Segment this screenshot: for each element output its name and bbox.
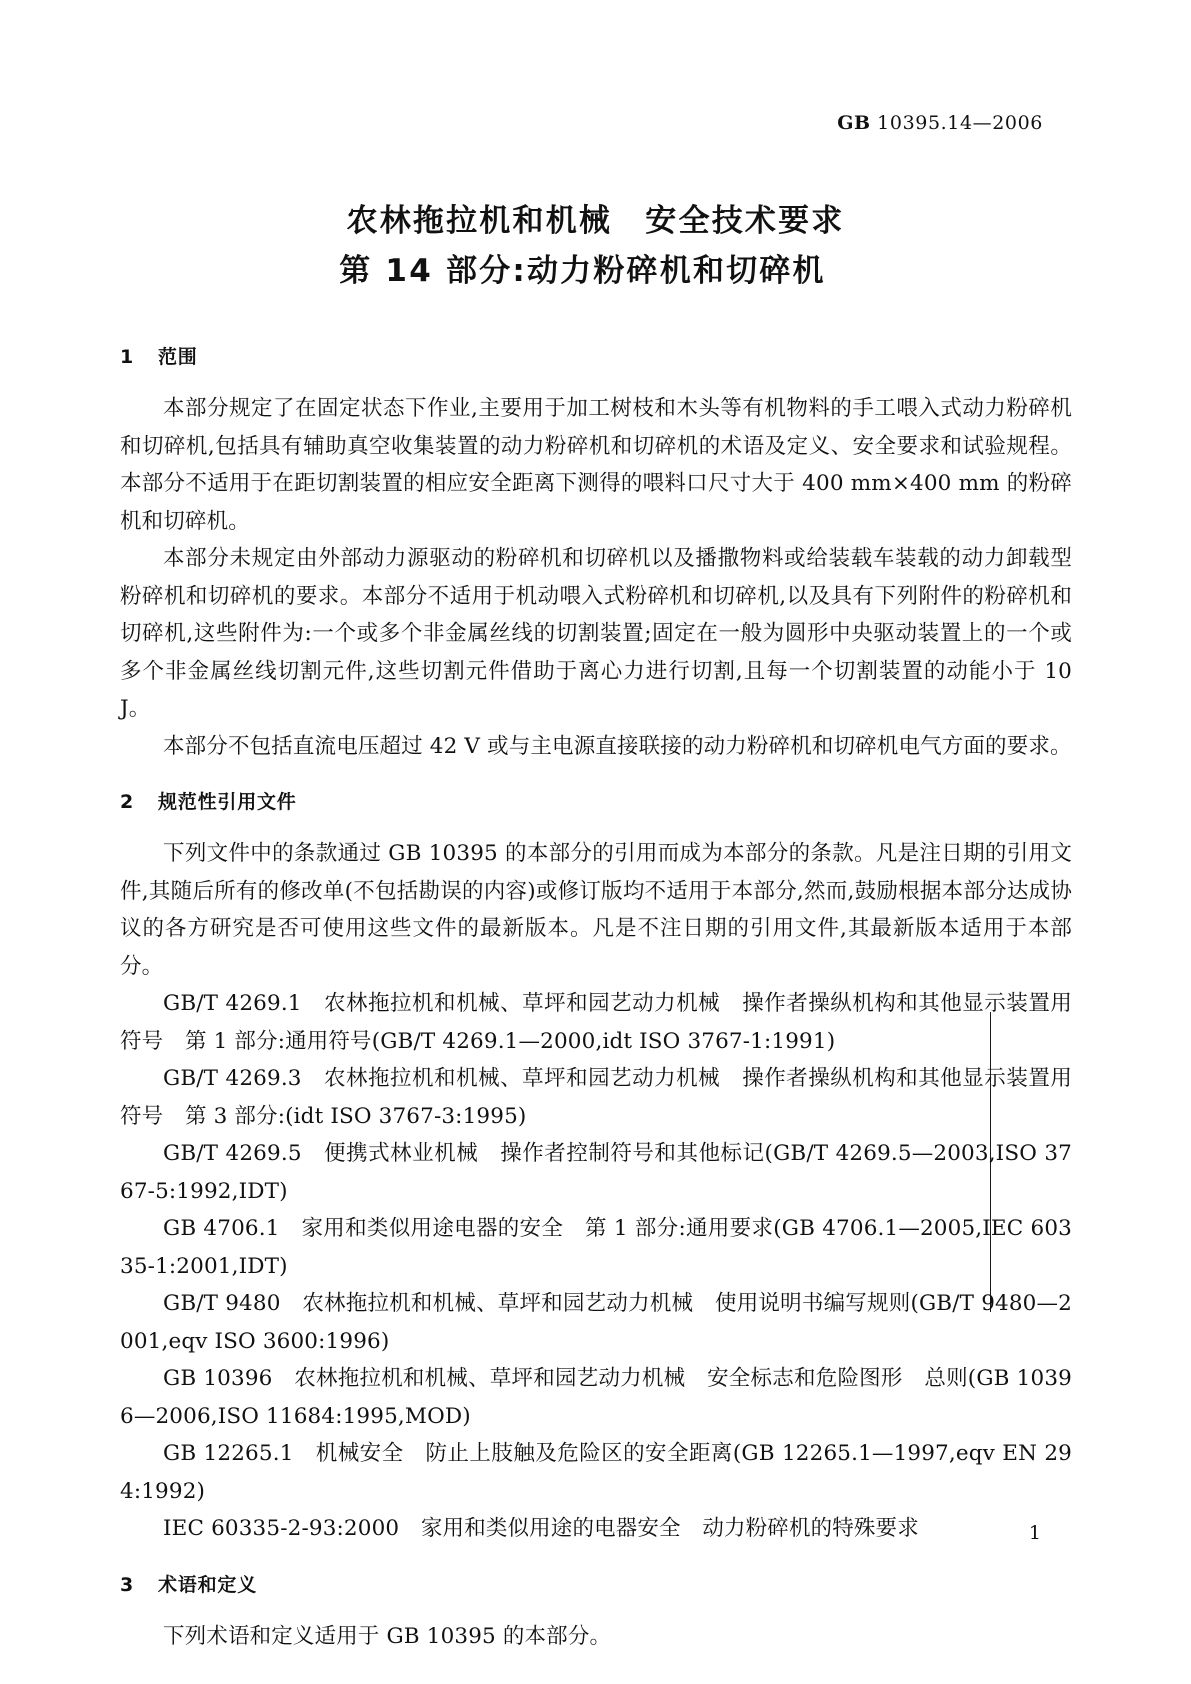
standard-number: 10395.14—2006 [870, 112, 1043, 134]
reference-item: IEC 60335-2-93:2000 家用和类似用途的电器安全 动力粉碎机的特殊要求 [163, 1516, 919, 1541]
clause-number-2: 2 [120, 791, 135, 813]
clause-number-1: 1 [120, 346, 135, 368]
spacer [120, 765, 1072, 785]
clause-number-3: 3 [120, 1573, 135, 1596]
clause-heading-2 [120, 785, 1072, 819]
clause2-paragraph-1: 下列文件中的条款通过 GB 10395 的本部分的引用而成为本部分的条款。凡是注日期的引用文件,其随后所有的修改单(不包括勘误的内容)或修订版均不适用于本部分,然而,鼓励根据本部分达成协议的各方研究是否可使用这些文件的最新版本。凡是不注日期的引用文件,其最新版本适用于本部分。 [120, 841, 1072, 979]
reference-item: GB/T 4269.1 农林拖拉机和机械、草坪和园艺动力机械 操作者操纵机构和其他显示装置用符号 第 1 部分:通用符号(GB/T 4269.1—2000,idt ISO 3767-1:1991) [120, 991, 1072, 1054]
clause-heading-1 [120, 340, 1072, 374]
clause1-paragraph-1: 本部分规定了在固定状态下作业,主要用于加工树枝和木头等有机物料的手工喂入式动力粉碎机和切碎机,包括具有辅助真空收集装置的动力粉碎机和切碎机的术语及定义、安全要求和试验规程。本部分不适用于在距切割装置的相应安全距离下测得的喂料口尺寸大于 400 mm×400 mm 的粉碎机和切碎机。 [120, 396, 1072, 534]
reference-item: GB/T 9480 农林拖拉机和机械、草坪和园艺动力机械 使用说明书编写规则(GB/T 9480—2001,eqv ISO 3600:1996) [120, 1291, 1072, 1354]
clause-label-1: 范围 [158, 346, 198, 368]
clause-label-2: 规范性引用文件 [158, 791, 297, 813]
clause1-paragraph-2: 本部分未规定由外部动力源驱动的粉碎机和切碎机以及播撒物料或给装载车装载的动力卸载型粉碎机和切碎机的要求。本部分不适用于机动喂入式粉碎机和切碎机,以及具有下列附件的粉碎机和切碎机,这些附件为:一个或多个非金属丝线的切割装置;固定在一般为圆形中央驱动装置上的一个或多个非金属丝线切割元件,这些切割元件借助于离心力进行切割,且每一个切割装置的动能小于 10 J。 [120, 546, 1072, 721]
clause-heading-3 [120, 1568, 1072, 1602]
title-line-2: 第 14 部分:动力粉碎机和切碎机 [339, 253, 826, 289]
reference-item: GB 10396 农林拖拉机和机械、草坪和园艺动力机械 安全标志和危险图形 总则(GB 10396—2006,ISO 11684:1995,MOD) [120, 1366, 1072, 1429]
document-body [120, 340, 1072, 1655]
spacer [120, 374, 1072, 390]
spacer [120, 819, 1072, 835]
reference-item: GB/T 4269.3 农林拖拉机和机械、草坪和园艺动力机械 操作者操纵机构和其他显示装置用符号 第 3 部分:(idt ISO 3767-3:1995) [120, 1066, 1072, 1129]
clause3-paragraph-1: 下列术语和定义适用于 GB 10395 的本部分。 [163, 1623, 612, 1649]
standard-prefix: GB [837, 112, 871, 134]
reference-item: GB 12265.1 机械安全 防止上肢触及危险区的安全距离(GB 12265.1—1997,eqv EN 294:1992) [120, 1441, 1072, 1504]
page-title [0, 196, 1191, 296]
spacer [120, 1602, 1072, 1618]
reference-item: GB/T 4269.5 便携式林业机械 操作者控制符号和其他标记(GB/T 4269.5—2003,ISO 3767-5:1992,IDT) [120, 1141, 1072, 1204]
clause1-paragraph-3: 本部分不包括直流电压超过 42 V 或与主电源直接联接的动力粉碎机和切碎机电气方面的要求。 [163, 733, 1072, 759]
running-header [837, 112, 1043, 134]
spacer [120, 1548, 1072, 1568]
clause-label-3: 术语和定义 [158, 1573, 258, 1596]
reference-item: GB 4706.1 家用和类似用途电器的安全 第 1 部分:通用要求(GB 4706.1—2005,IEC 60335-1:2001,IDT) [120, 1216, 1072, 1279]
title-line-1: 农林拖拉机和机械 安全技术要求 [346, 203, 845, 239]
page-number: 1 [1028, 1522, 1041, 1544]
